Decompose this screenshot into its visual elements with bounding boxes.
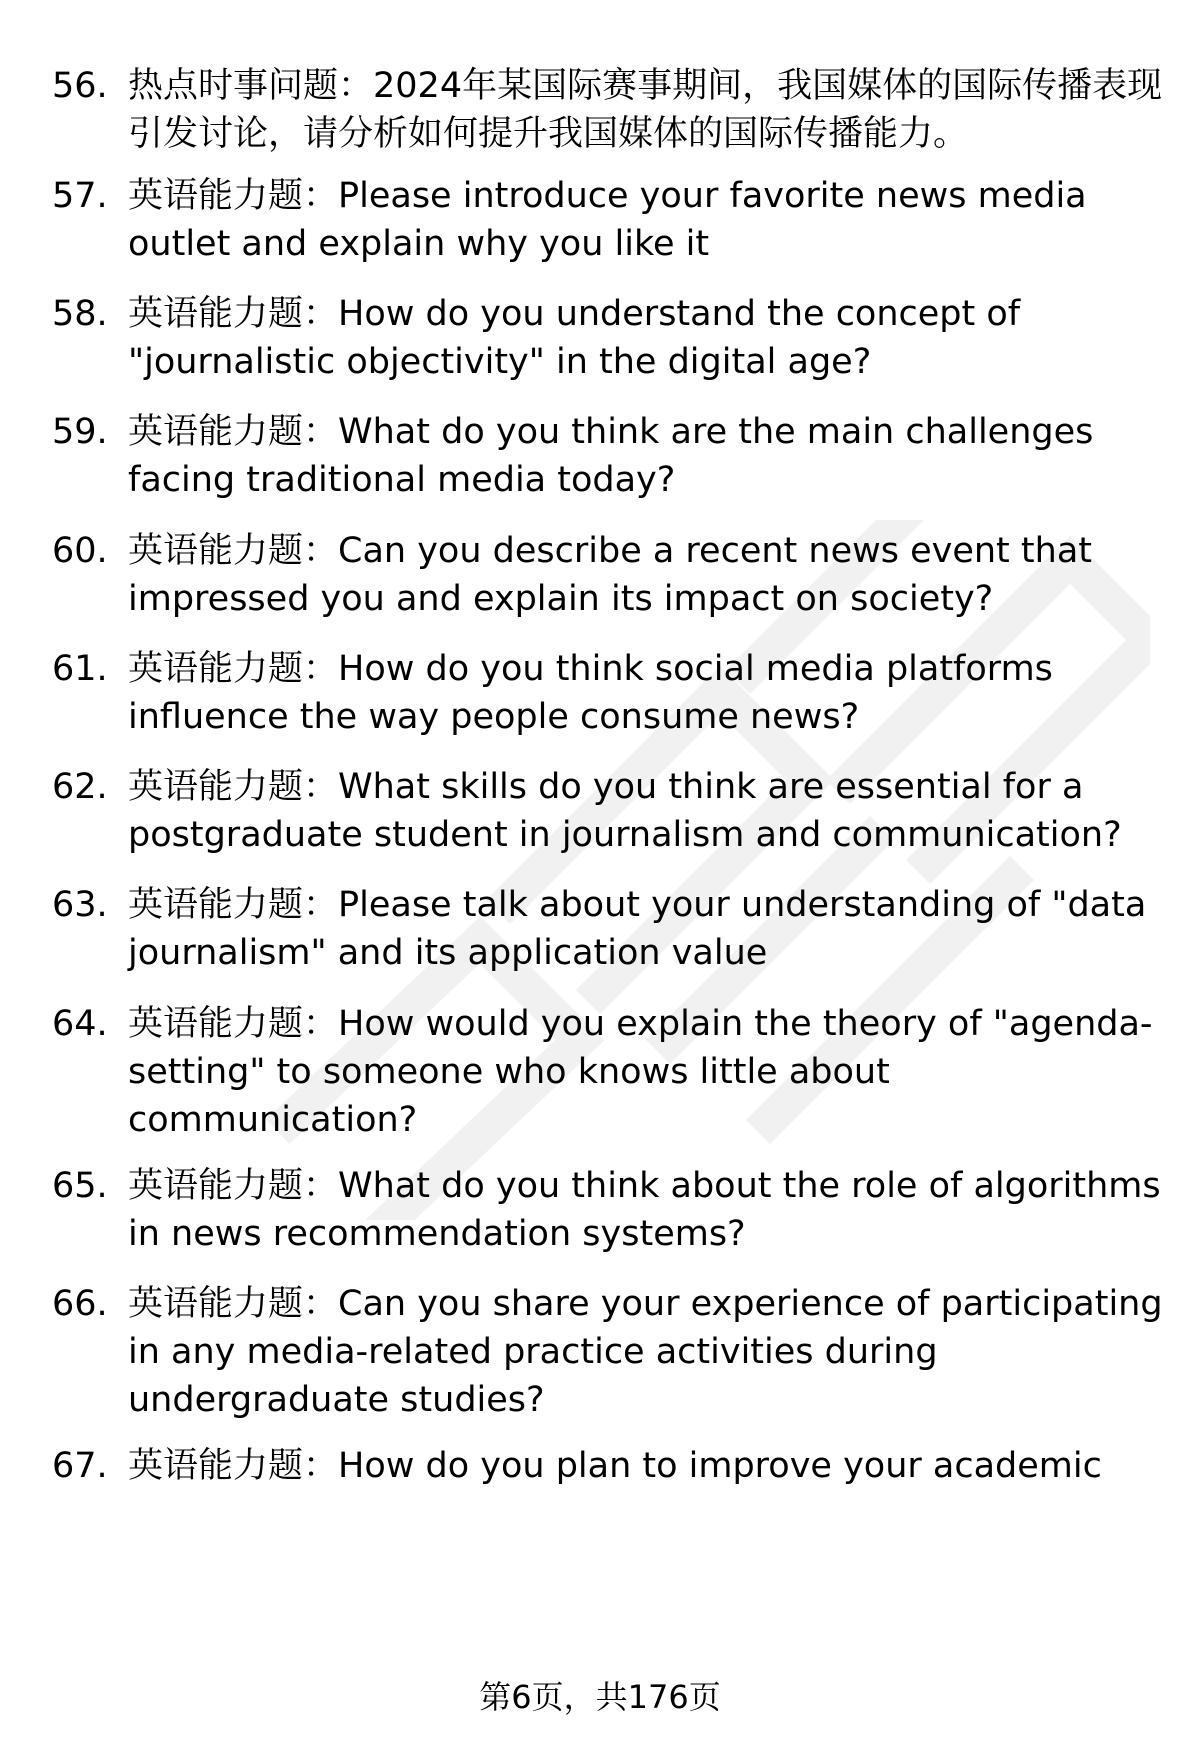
question-category: 英语能力题：	[128, 1166, 339, 1206]
question-text: Please introduce your favorite news media outlet and explain why you like it	[128, 176, 1087, 264]
question-category: 英语能力题：	[128, 531, 339, 571]
question-body	[128, 1442, 1163, 1490]
question-body	[128, 172, 1163, 268]
question-category: 英语能力题：	[128, 412, 339, 452]
question-text: How do you think social media platforms influence the way people consume news?	[128, 649, 1053, 737]
question-number: 59.	[52, 412, 108, 452]
question-category: 英语能力题：	[128, 885, 339, 925]
question-category: 热点时事问题：	[128, 66, 374, 106]
question-body	[128, 645, 1163, 741]
question-text: How do you plan to improve your academic	[338, 1446, 1102, 1486]
question-number: 58.	[52, 294, 108, 334]
question-text: Can you describe a recent news event that impressed you and explain its impact on society?	[128, 531, 1092, 619]
question-text: How do you understand the concept of "journalistic objectivity" in the digital age?	[128, 294, 1021, 382]
question-category: 英语能力题：	[128, 1004, 339, 1044]
question-body	[128, 1162, 1163, 1258]
question-number: 63.	[52, 885, 108, 925]
question-text: 2024年某国际赛事期间，我国媒体的国际传播表现引发讨论，请分析如何提升我国媒体的国际传播能力。	[128, 66, 1163, 154]
question-number: 60.	[52, 531, 108, 571]
page-footer: 第6页，共176页	[479, 1678, 721, 1716]
question-category: 英语能力题：	[128, 767, 339, 807]
question-body	[128, 290, 1163, 386]
question-body	[128, 62, 1163, 158]
question-body	[128, 527, 1163, 623]
question-number: 57.	[52, 176, 108, 216]
question-category: 英语能力题：	[128, 1446, 339, 1486]
question-text: What do you think about the role of algorithms in news recommendation systems?	[128, 1166, 1161, 1254]
question-category: 英语能力题：	[128, 294, 339, 334]
question-body	[128, 881, 1163, 977]
question-text: Please talk about your understanding of "data journalism" and its application value	[128, 885, 1147, 973]
question-body	[128, 1000, 1163, 1144]
question-category: 英语能力题：	[128, 649, 339, 689]
question-number: 66.	[52, 1284, 108, 1324]
question-category: 英语能力题：	[128, 1284, 339, 1324]
question-body	[128, 408, 1163, 504]
question-number: 65.	[52, 1166, 108, 1206]
question-number: 61.	[52, 649, 108, 689]
question-body	[128, 763, 1163, 859]
question-number: 62.	[52, 767, 108, 807]
question-number: 67.	[52, 1446, 108, 1486]
question-text: What skills do you think are essential for a postgraduate student in journalism and communication?	[128, 767, 1122, 855]
question-text: How would you explain the theory of "agenda-setting" to someone who knows little about communication?	[128, 1004, 1153, 1140]
question-number: 64.	[52, 1004, 108, 1044]
question-category: 英语能力题：	[128, 176, 339, 216]
question-text: What do you think are the main challenges facing traditional media today?	[128, 412, 1094, 500]
question-text: Can you share your experience of participating in any media-related practice activities during undergraduate studies?	[128, 1284, 1163, 1420]
question-number: 56.	[52, 66, 108, 106]
question-body	[128, 1280, 1163, 1424]
